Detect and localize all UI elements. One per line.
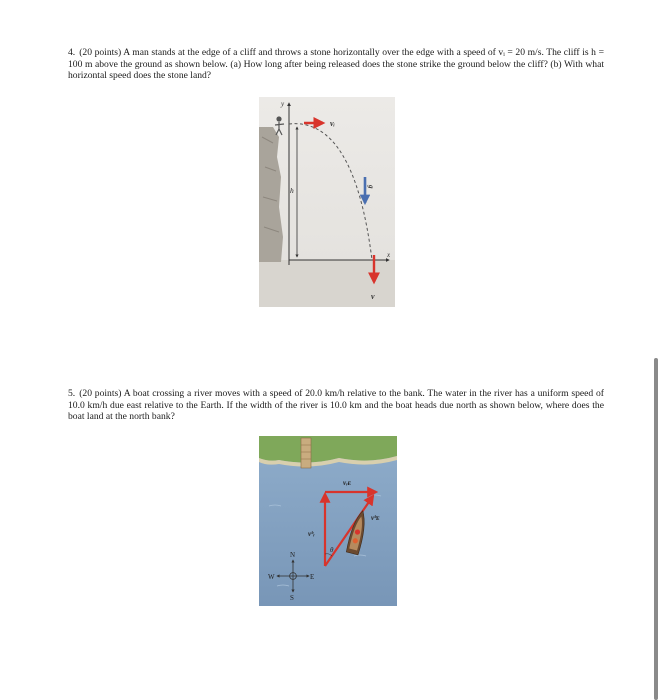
cliff-projectile-figure <box>259 97 395 307</box>
vi-label: vᵢ <box>330 119 335 128</box>
theta-label: θ <box>330 546 334 554</box>
v-label: v <box>371 292 375 301</box>
compass-w-label: W <box>268 573 275 581</box>
g-label: g <box>367 185 375 189</box>
vbe-label: vᵇᴇ <box>371 514 380 522</box>
compass-e-label: E <box>310 573 315 581</box>
vre-label: vᵣᴇ <box>343 479 352 487</box>
height-label: h <box>290 186 294 195</box>
problem-4-text: (20 points) A man stands at the edge of a cliff and throws a stone horizontally over the edge with a speed of vᵢ = 20 m/s. The cliff is h = 100 m above the ground as shown below. (a) How long after being released does the stone strike the ground below the cliff? (b) With what horizontal speed does the stone land? <box>68 47 604 82</box>
compass-n-label: N <box>290 551 296 559</box>
problem-5-text: (20 points) A boat crossing a river moves with a speed of 20.0 km/h relative to the bank. The water in the river has a uniform speed of 10.0 km/h due east relative to the Earth. If the width of the river is 10.0 km and the boat heads due north as shown below, where does the boat land at the north bank? <box>68 388 604 423</box>
north-bank <box>259 436 397 463</box>
problem-4-number: 4. <box>68 47 76 58</box>
y-axis-label: y <box>281 100 285 108</box>
vbr-label: vᵇᵣ <box>308 530 315 538</box>
river-boat-figure <box>259 436 397 606</box>
compass-s-label: S <box>290 594 294 602</box>
scrollbar[interactable] <box>654 358 658 700</box>
problem-5 <box>68 388 604 423</box>
x-axis-label: x <box>387 251 391 259</box>
problem-4 <box>68 47 604 82</box>
problem-5-number: 5. <box>68 388 76 399</box>
dock <box>301 438 311 468</box>
